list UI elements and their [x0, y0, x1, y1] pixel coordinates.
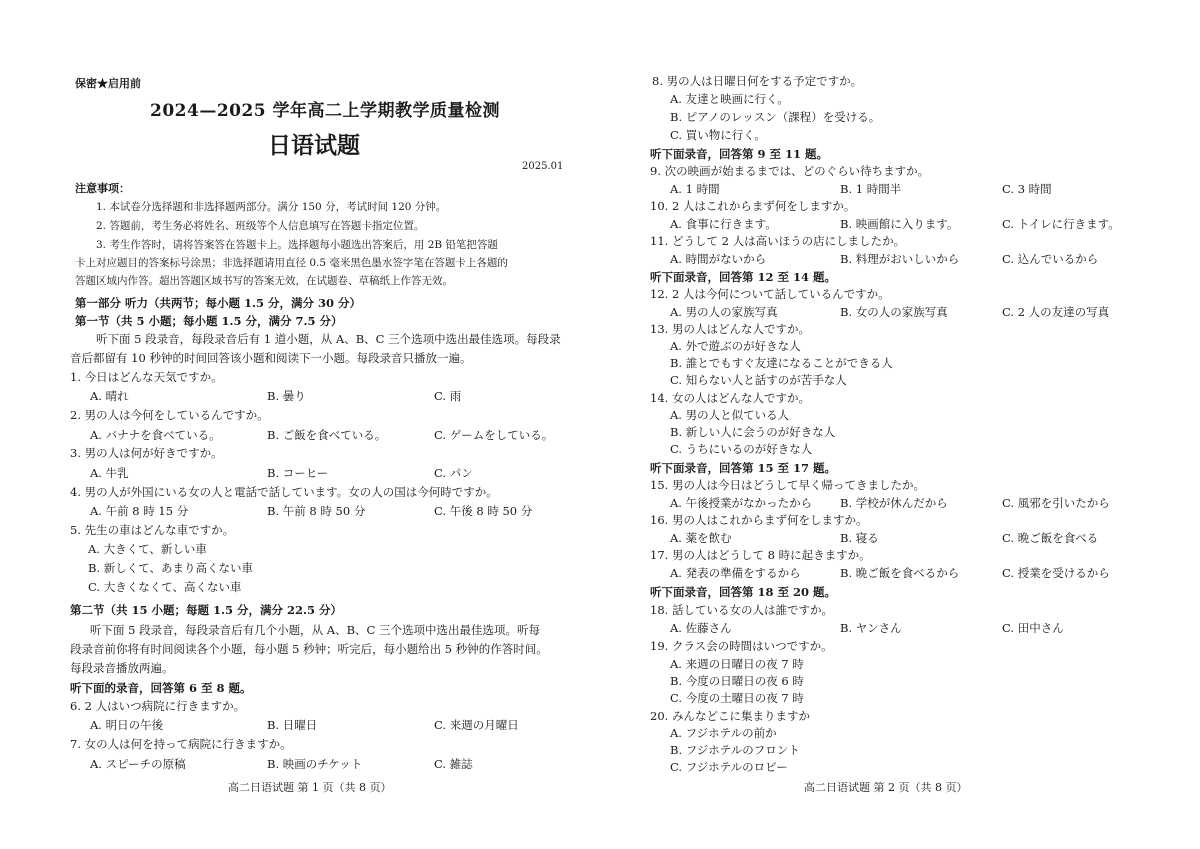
option-a: A. 来週の日曜日の夜 7 時 — [670, 657, 804, 671]
confidential-label: 保密★启用前 — [75, 77, 141, 90]
note-line: 答题区域内作答。超出答题区域书写的答案无效，在试题卷、草稿纸上作答无效。 — [75, 275, 453, 287]
section-instructions: 每段录音播放两遍。 — [70, 661, 174, 675]
option-b: B. ピアノのレッスン（課程）を受ける。 — [670, 110, 881, 124]
listening-instruction: 听下面录音，回答第 9 至 11 题。 — [650, 147, 829, 161]
listening-instruction: 听下面的录音，回答第 6 至 8 题。 — [70, 681, 252, 695]
option-a: A. 食事に行きます。 — [670, 217, 777, 231]
option-b: B. 晩ご飯を食べるから — [840, 566, 960, 580]
option-a: A. 牛乳 — [90, 466, 129, 480]
question-10: 10. 2 人はこれからまず何をしますか。 — [650, 199, 856, 213]
option-a: A. 男の人と似ている人 — [670, 408, 790, 422]
section-instructions: 听下面 5 段录音，每段录音后有 1 道小题，从 A、B、C 三个选项中选出最佳选项。每段录 — [96, 332, 561, 346]
question-17: 17. 男の人はどうして 8 時に起きますか。 — [650, 548, 871, 562]
option-b: B. 新しくて、あまり高くない車 — [88, 561, 254, 575]
exam-page-2 — [600, 0, 1200, 849]
option-c: C. 授業を受けるから — [1002, 566, 1110, 580]
section-instructions: 听下面 5 段录音，每段录音后有几个小题，从 A、B、C 三个选项中选出最佳选项。听每 — [90, 623, 540, 637]
option-c: C. パン — [434, 466, 473, 480]
option-c: C. 今度の土曜日の夜 7 時 — [670, 691, 804, 705]
option-a: A. 明日の午後 — [90, 718, 164, 732]
note-line: 3. 考生作答时，请将答案答在答题卡上。选择题每小题选出答案后，用 2B 铅笔把答题 — [96, 239, 498, 251]
option-a: A. 男の人の家族写真 — [670, 305, 778, 319]
option-b: B. 女の人の家族写真 — [840, 305, 948, 319]
question-13: 13. 男の人はどんな人ですか。 — [650, 322, 810, 336]
option-b: B. ヤンさん — [840, 621, 902, 635]
option-a: A. 午後授業がなかったから — [670, 496, 813, 510]
notes-heading: 注意事项： — [75, 182, 130, 195]
option-a: A. 発表の準備をするから — [670, 566, 801, 580]
question-8: 8. 男の人は日曜日何をする予定ですか。 — [652, 74, 863, 88]
section-heading: 第一节（共 5 小题；每小题 1.5 分，满分 7.5 分） — [75, 314, 343, 328]
option-c: C. 大きくなくて、高くない車 — [88, 580, 242, 594]
option-a: A. 1 時間 — [670, 182, 720, 196]
option-c: C. 3 時間 — [1002, 182, 1052, 196]
question-6: 6. 2 人はいつ病院に行きますか。 — [70, 699, 246, 713]
option-b: B. 料理がおいしいから — [840, 252, 960, 266]
option-a: A. 友達と映画に行く。 — [670, 92, 789, 106]
option-c: C. 来週の月曜日 — [434, 718, 519, 732]
option-a: A. 午前 8 時 15 分 — [90, 504, 189, 518]
option-a: A. 晴れ — [90, 389, 129, 403]
option-c: C. 雨 — [434, 389, 462, 403]
option-a: A. 外で遊ぶのが好きな人 — [670, 339, 801, 353]
option-a: A. スピーチの原稿 — [90, 757, 186, 771]
option-c: C. 知らない人と話すのが苦手な人 — [670, 373, 847, 387]
note-line: 卡上对应题目的答案标号涂黑；非选择题请用直径 0.5 毫米黑色墨水签字笔在答题卡上各题的 — [75, 257, 508, 269]
option-a: A. 時間がないから — [670, 252, 767, 266]
question-4: 4. 男の人が外国にいる女の人と電話で話しています。女の人の国は今何時ですか。 — [70, 485, 498, 499]
option-c: C. 午後 8 時 50 分 — [434, 504, 533, 518]
section-instructions: 段录音前你将有时间阅读各个小题，每小题 5 秒钟；听完后，每小题给出 5 秒钟的作答时间。 — [70, 642, 548, 656]
option-b: B. ご飯を食べている。 — [267, 428, 387, 442]
option-b: B. 今度の日曜日の夜 6 時 — [670, 674, 804, 688]
question-1: 1. 今日はどんな天気ですか。 — [70, 370, 223, 384]
question-3: 3. 男の人は何が好きですか。 — [70, 446, 223, 460]
question-14: 14. 女の人はどんな人ですか。 — [650, 391, 810, 405]
option-a: A. バナナを食べている。 — [90, 428, 221, 442]
option-c: C. 雑誌 — [434, 757, 473, 771]
option-b: B. 学校が休んだから — [840, 496, 948, 510]
page-footer: 高二日语试题 第 1 页（共 8 页） — [228, 781, 392, 794]
listening-instruction: 听下面录音，回答第 18 至 20 题。 — [650, 585, 837, 599]
subject-title: 日语试题 — [268, 132, 360, 159]
question-12: 12. 2 人は今何について話しているんですか。 — [650, 287, 890, 301]
part-heading: 第一部分 听力（共两节；每小题 1.5 分，满分 30 分） — [75, 296, 362, 310]
note-line: 2. 答题前，考生务必将姓名、班级等个人信息填写在答题卡指定位置。 — [96, 220, 425, 232]
option-c: C. 2 人の友達の写真 — [1002, 305, 1110, 319]
option-a: A. 佐藤さん — [670, 621, 732, 635]
option-b: B. 新しい人に会うのが好きな人 — [670, 425, 836, 439]
option-a: A. 大きくて、新しい車 — [88, 542, 207, 556]
question-7: 7. 女の人は何を持って病院に行きますか。 — [70, 737, 292, 751]
section-heading: 第二节（共 15 小题；每题 1.5 分，满分 22.5 分） — [70, 603, 343, 617]
option-a: A. 薬を飲む — [670, 531, 732, 545]
question-15: 15. 男の人は今日はどうして早く帰ってきましたか。 — [650, 478, 925, 492]
option-c: C. フジホテルのロビー — [670, 760, 788, 774]
exam-title: 2024—2025 学年高二上学期教学质量检测 — [150, 101, 501, 121]
question-20: 20. みんなどこに集まりますか — [650, 709, 810, 723]
option-b: B. 曇り — [267, 389, 306, 403]
option-c: C. 込んでいるから — [1002, 252, 1099, 266]
option-b: B. コーヒー — [267, 466, 329, 480]
option-a: A. フジホテルの前か — [670, 726, 777, 740]
question-11: 11. どうして 2 人は高いほうの店にしましたか。 — [650, 234, 906, 248]
option-b: B. 映画館に入ります。 — [840, 217, 959, 231]
option-b: B. 午前 8 時 50 分 — [267, 504, 366, 518]
option-b: B. 誰とでもすぐ友達になることができる人 — [670, 356, 893, 370]
listening-instruction: 听下面录音，回答第 15 至 17 题。 — [650, 461, 837, 475]
question-9: 9. 次の映画が始まるまでは、どのぐらい待ちますか。 — [650, 164, 930, 178]
option-c: C. 田中さん — [1002, 621, 1064, 635]
option-c: C. ゲームをしている。 — [434, 428, 554, 442]
section-instructions: 音后都留有 10 秒钟的时间回答该小题和阅读下一小题。每段录音只播放一遍。 — [70, 351, 472, 365]
option-b: B. 日曜日 — [267, 718, 318, 732]
option-b: B. 1 時間半 — [840, 182, 902, 196]
option-c: C. 晩ご飯を食べる — [1002, 531, 1099, 545]
question-16: 16. 男の人はこれからまず何をしますか。 — [650, 513, 868, 527]
listening-instruction: 听下面录音，回答第 12 至 14 题。 — [650, 270, 837, 284]
option-c: C. 風邪を引いたから — [1002, 496, 1110, 510]
question-2: 2. 男の人は今何をしているんですか。 — [70, 408, 269, 422]
option-c: C. うちにいるのが好きな人 — [670, 442, 813, 456]
exam-date: 2025.01 — [522, 161, 564, 172]
page-footer: 高二日语试题 第 2 页（共 8 页） — [804, 781, 968, 794]
note-line: 1. 本试卷分选择题和非选择题两部分。满分 150 分，考试时间 120 分钟。 — [96, 201, 447, 213]
option-c: C. トイレに行きます。 — [1002, 217, 1120, 231]
option-b: B. 寝る — [840, 531, 879, 545]
option-b: B. 映画のチケット — [267, 757, 363, 771]
question-19: 19. クラス会の時間はいつですか。 — [650, 639, 833, 653]
question-18: 18. 話している女の人は誰ですか。 — [650, 603, 833, 617]
option-b: B. フジホテルのフロント — [670, 743, 800, 757]
option-c: C. 買い物に行く。 — [670, 128, 766, 142]
question-5: 5. 先生の車はどんな車ですか。 — [70, 523, 235, 537]
